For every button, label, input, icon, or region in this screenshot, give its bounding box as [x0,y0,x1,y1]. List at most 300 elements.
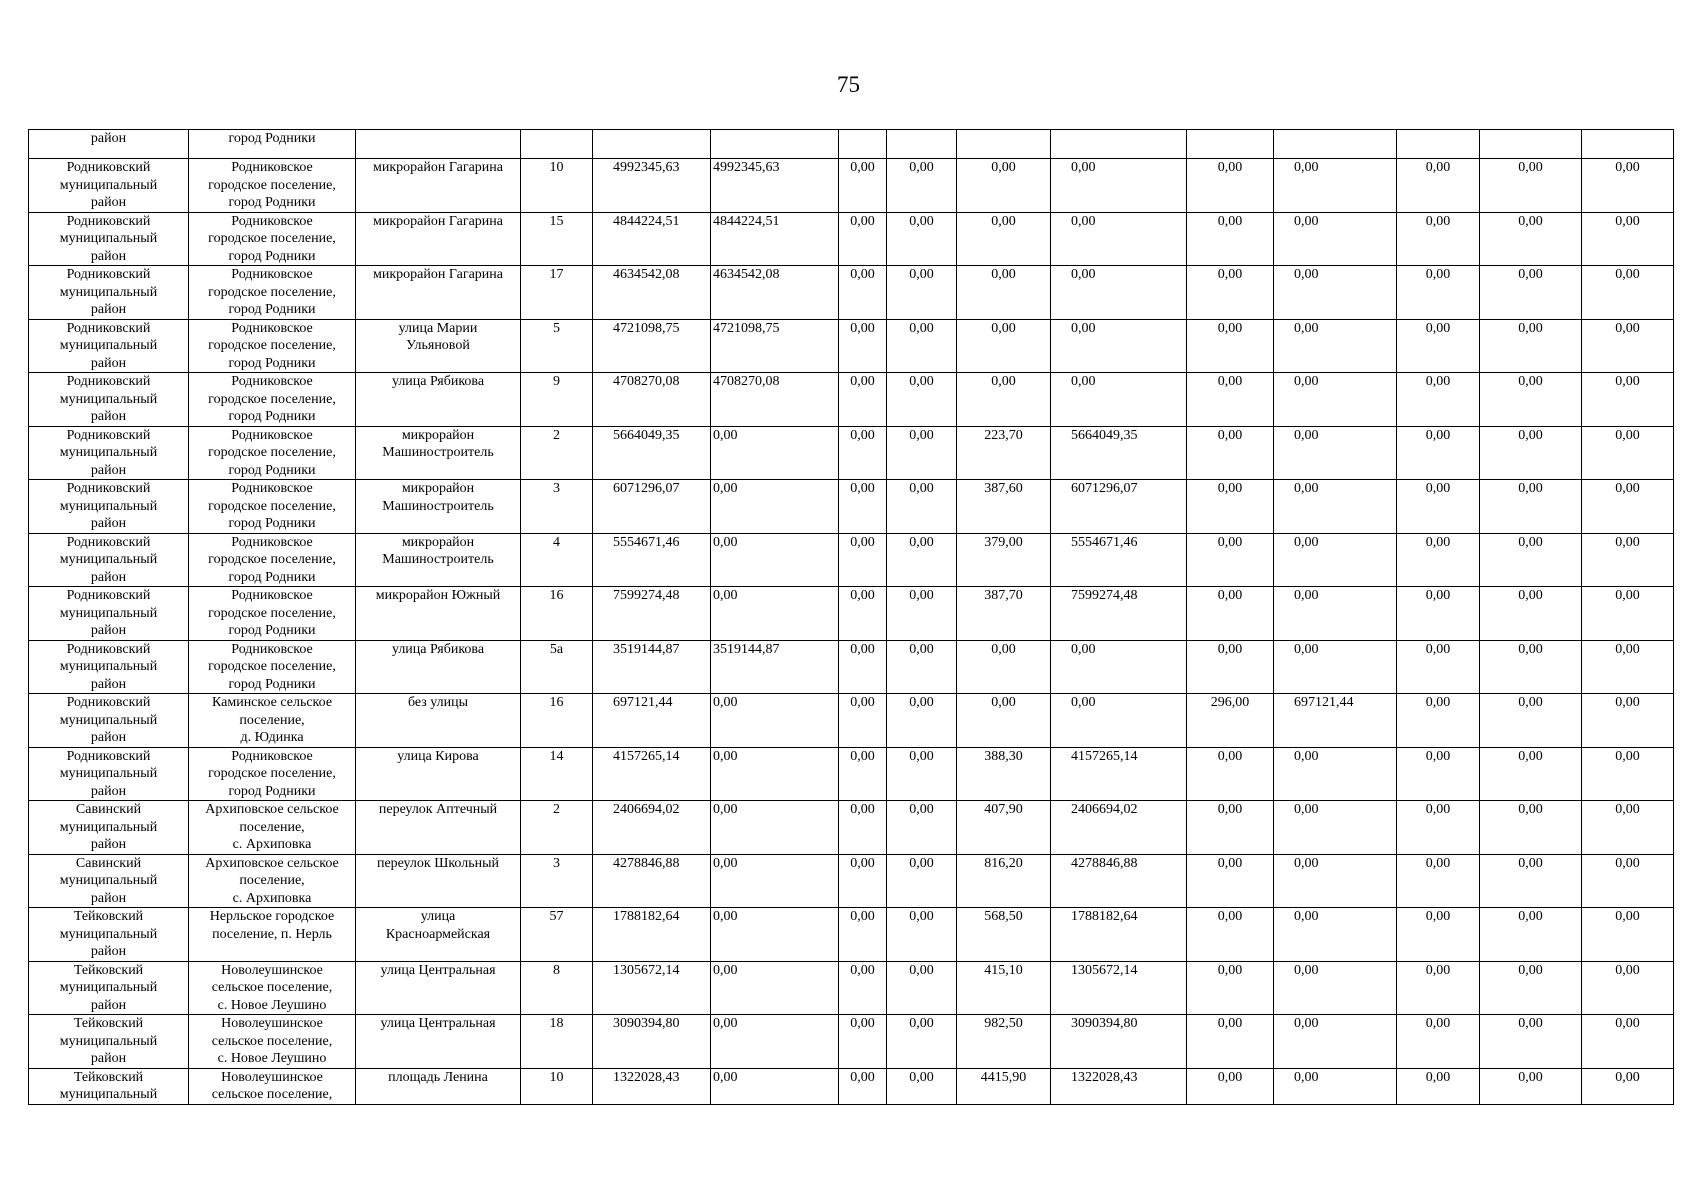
total-cost-cell: 4708270,08 [593,373,711,427]
value-col-14-cell: 0,00 [1480,961,1582,1015]
street-cell: без улицы [356,694,521,748]
value-col-7-cell: 0,00 [839,426,887,480]
house-number-cell: 57 [521,908,593,962]
table-row [29,533,1674,587]
street-cell: микрорайон Машиностроитель [356,426,521,480]
value-col-8-cell: 0,00 [887,373,957,427]
value-col-14-cell: 0,00 [1480,747,1582,801]
value-col-11-cell: 0,00 [1187,587,1274,641]
value-col-6-cell: 4708270,08 [711,373,839,427]
value-col-8-cell: 0,00 [887,587,957,641]
value-col-6-cell: 0,00 [711,480,839,534]
value-col-8-cell: 0,00 [887,640,957,694]
settlement-cell: Родниковское городское поселение, город Родники [189,587,356,641]
street-cell: переулок Аптечный [356,801,521,855]
table-row [29,480,1674,534]
district-cell: Родниковский муниципальный район [29,587,189,641]
district-cell: Родниковский муниципальный район [29,426,189,480]
total-cost-cell: 5554671,46 [593,533,711,587]
total-cost-cell: 4721098,75 [593,319,711,373]
district-cell: Родниковский муниципальный район [29,533,189,587]
value-col-6-cell: 0,00 [711,854,839,908]
value-col-8-cell: 0,00 [887,1015,957,1069]
house-number-cell: 15 [521,212,593,266]
street-cell: улица Кирова [356,747,521,801]
total-cost-cell: 3519144,87 [593,640,711,694]
value-col-8-cell: 0,00 [887,854,957,908]
table-row [29,961,1674,1015]
value-col-6-cell: 0,00 [711,801,839,855]
value-col-8-cell: 0,00 [887,1068,957,1104]
value-col-13-cell: 0,00 [1397,640,1480,694]
district-cell: Тейковский муниципальный район [29,908,189,962]
value-col-12-cell: 0,00 [1274,1068,1397,1104]
area-cell: 4415,90 [957,1068,1051,1104]
value-col-8-cell: 0,00 [887,961,957,1015]
total-cost-cell: 4844224,51 [593,212,711,266]
value-col-10-cell: 3090394,80 [1051,1015,1187,1069]
district-cell: Тейковский муниципальный район [29,1015,189,1069]
value-col-12-cell: 0,00 [1274,854,1397,908]
value-col-7-cell: 0,00 [839,533,887,587]
value-col-15-cell: 0,00 [1582,159,1674,213]
house-number-cell: 17 [521,266,593,320]
value-col-12-cell: 0,00 [1274,1015,1397,1069]
value-col-12-cell: 0,00 [1274,801,1397,855]
value-col-13-cell: 0,00 [1397,266,1480,320]
table-row [29,747,1674,801]
total-cost-cell: 4278846,88 [593,854,711,908]
value-col-7-cell: 0,00 [839,961,887,1015]
value-col-6-cell: 0,00 [711,908,839,962]
table-row [29,640,1674,694]
value-col-15-cell [1582,130,1674,159]
settlement-cell: Родниковское городское поселение, город Родники [189,640,356,694]
value-col-15-cell: 0,00 [1582,373,1674,427]
value-col-6-cell: 0,00 [711,961,839,1015]
value-col-15-cell: 0,00 [1582,533,1674,587]
value-col-11-cell: 0,00 [1187,908,1274,962]
table-row [29,801,1674,855]
value-col-15-cell: 0,00 [1582,961,1674,1015]
value-col-7-cell: 0,00 [839,1015,887,1069]
total-cost-cell: 3090394,80 [593,1015,711,1069]
area-cell: 816,20 [957,854,1051,908]
value-col-12-cell: 0,00 [1274,266,1397,320]
total-cost-cell [593,130,711,159]
district-cell: Савинский муниципальный район [29,854,189,908]
value-col-15-cell: 0,00 [1582,587,1674,641]
value-col-7-cell: 0,00 [839,640,887,694]
value-col-12-cell: 0,00 [1274,480,1397,534]
street-cell: улица Центральная [356,1015,521,1069]
street-cell [356,130,521,159]
value-col-14-cell: 0,00 [1480,533,1582,587]
value-col-10-cell: 0,00 [1051,373,1187,427]
value-col-13-cell: 0,00 [1397,533,1480,587]
value-col-15-cell: 0,00 [1582,266,1674,320]
value-col-6-cell: 0,00 [711,426,839,480]
table-row [29,319,1674,373]
value-col-11-cell: 0,00 [1187,480,1274,534]
street-cell: улица Рябикова [356,373,521,427]
settlement-cell: Архиповское сельское поселение, с. Архиповка [189,854,356,908]
house-number-cell: 14 [521,747,593,801]
value-col-11-cell: 296,00 [1187,694,1274,748]
value-col-10-cell: 6071296,07 [1051,480,1187,534]
district-cell: Родниковский муниципальный район [29,640,189,694]
table-row [29,426,1674,480]
area-cell: 0,00 [957,640,1051,694]
table-row [29,373,1674,427]
table-row [29,908,1674,962]
value-col-11-cell: 0,00 [1187,266,1274,320]
value-col-15-cell: 0,00 [1582,694,1674,748]
value-col-13-cell: 0,00 [1397,373,1480,427]
total-cost-cell: 5664049,35 [593,426,711,480]
settlement-cell: Нерльское городское поселение, п. Нерль [189,908,356,962]
value-col-14-cell: 0,00 [1480,159,1582,213]
value-col-10-cell: 7599274,48 [1051,587,1187,641]
value-col-15-cell: 0,00 [1582,640,1674,694]
value-col-11-cell: 0,00 [1187,159,1274,213]
value-col-14-cell: 0,00 [1480,319,1582,373]
value-col-7-cell: 0,00 [839,159,887,213]
total-cost-cell: 6071296,07 [593,480,711,534]
value-col-13-cell: 0,00 [1397,426,1480,480]
value-col-7-cell: 0,00 [839,908,887,962]
value-col-7-cell: 0,00 [839,373,887,427]
area-cell [957,130,1051,159]
value-col-14-cell: 0,00 [1480,373,1582,427]
value-col-15-cell: 0,00 [1582,319,1674,373]
settlement-cell: Родниковское городское поселение, город Родники [189,426,356,480]
value-col-8-cell: 0,00 [887,908,957,962]
district-cell: Тейковский муниципальный район [29,961,189,1015]
value-col-8-cell: 0,00 [887,426,957,480]
settlement-cell: Новолеушинское сельское поселение, [189,1068,356,1104]
value-col-11-cell: 0,00 [1187,373,1274,427]
value-col-7-cell: 0,00 [839,747,887,801]
value-col-15-cell: 0,00 [1582,212,1674,266]
value-col-7-cell: 0,00 [839,587,887,641]
value-col-12-cell [1274,130,1397,159]
value-col-11-cell: 0,00 [1187,747,1274,801]
settlement-cell: Новолеушинское сельское поселение, с. Новое Леушино [189,1015,356,1069]
value-col-15-cell: 0,00 [1582,854,1674,908]
area-cell: 0,00 [957,694,1051,748]
settlement-cell: Родниковское городское поселение, город Родники [189,266,356,320]
value-col-8-cell: 0,00 [887,747,957,801]
street-cell: улица Красноармейская [356,908,521,962]
value-col-6-cell [711,130,839,159]
street-cell: микрорайон Гагарина [356,266,521,320]
value-col-13-cell: 0,00 [1397,1015,1480,1069]
table-body [29,130,1674,1105]
street-cell: переулок Школьный [356,854,521,908]
table-row [29,159,1674,213]
value-col-13-cell: 0,00 [1397,159,1480,213]
settlement-cell: Родниковское городское поселение, город Родники [189,747,356,801]
value-col-10-cell: 1305672,14 [1051,961,1187,1015]
settlement-cell: Родниковское городское поселение, город Родники [189,533,356,587]
street-cell: микрорайон Машиностроитель [356,533,521,587]
house-number-cell: 5 [521,319,593,373]
value-col-14-cell: 0,00 [1480,480,1582,534]
value-col-12-cell: 0,00 [1274,159,1397,213]
value-col-13-cell [1397,130,1480,159]
value-col-8-cell: 0,00 [887,319,957,373]
table-row [29,694,1674,748]
area-cell: 387,70 [957,587,1051,641]
house-number-cell: 9 [521,373,593,427]
value-col-12-cell: 0,00 [1274,587,1397,641]
street-cell: микрорайон Южный [356,587,521,641]
value-col-10-cell: 0,00 [1051,212,1187,266]
district-cell: Савинский муниципальный район [29,801,189,855]
value-col-15-cell: 0,00 [1582,908,1674,962]
value-col-7-cell: 0,00 [839,854,887,908]
value-col-7-cell: 0,00 [839,480,887,534]
house-number-cell: 8 [521,961,593,1015]
value-col-11-cell: 0,00 [1187,1015,1274,1069]
value-col-10-cell: 1322028,43 [1051,1068,1187,1104]
value-col-11-cell: 0,00 [1187,1068,1274,1104]
district-cell: Родниковский муниципальный район [29,159,189,213]
value-col-8-cell: 0,00 [887,694,957,748]
value-col-14-cell: 0,00 [1480,1068,1582,1104]
total-cost-cell: 4634542,08 [593,266,711,320]
total-cost-cell: 1322028,43 [593,1068,711,1104]
value-col-12-cell: 0,00 [1274,747,1397,801]
value-col-10-cell: 4157265,14 [1051,747,1187,801]
house-number-cell: 10 [521,159,593,213]
table-row [29,1015,1674,1069]
value-col-14-cell: 0,00 [1480,801,1582,855]
value-col-6-cell: 4721098,75 [711,319,839,373]
table-row [29,587,1674,641]
value-col-11-cell [1187,130,1274,159]
value-col-6-cell: 4844224,51 [711,212,839,266]
value-col-6-cell: 4992345,63 [711,159,839,213]
house-number-cell: 2 [521,426,593,480]
district-cell: Родниковский муниципальный район [29,747,189,801]
value-col-7-cell [839,130,887,159]
value-col-15-cell: 0,00 [1582,747,1674,801]
table-row [29,1068,1674,1104]
table-row [29,130,1674,159]
house-number-cell: 3 [521,854,593,908]
district-cell: район [29,130,189,159]
value-col-6-cell: 4634542,08 [711,266,839,320]
total-cost-cell: 2406694,02 [593,801,711,855]
district-cell: Тейковский муниципальный [29,1068,189,1104]
value-col-12-cell: 0,00 [1274,319,1397,373]
house-number-cell: 2 [521,801,593,855]
value-col-8-cell: 0,00 [887,801,957,855]
value-col-15-cell: 0,00 [1582,801,1674,855]
area-cell: 568,50 [957,908,1051,962]
value-col-11-cell: 0,00 [1187,426,1274,480]
house-number-cell: 16 [521,694,593,748]
total-cost-cell: 4157265,14 [593,747,711,801]
total-cost-cell: 7599274,48 [593,587,711,641]
value-col-6-cell: 0,00 [711,694,839,748]
value-col-12-cell: 0,00 [1274,212,1397,266]
value-col-15-cell: 0,00 [1582,426,1674,480]
value-col-14-cell: 0,00 [1480,426,1582,480]
value-col-13-cell: 0,00 [1397,908,1480,962]
value-col-13-cell: 0,00 [1397,961,1480,1015]
district-cell: Родниковский муниципальный район [29,266,189,320]
value-col-14-cell [1480,130,1582,159]
settlement-cell: Родниковское городское поселение, город Родники [189,159,356,213]
value-col-13-cell: 0,00 [1397,587,1480,641]
value-col-6-cell: 3519144,87 [711,640,839,694]
settlement-cell: Каминское сельское поселение, д. Юдинка [189,694,356,748]
value-col-14-cell: 0,00 [1480,854,1582,908]
area-cell: 0,00 [957,373,1051,427]
house-number-cell: 16 [521,587,593,641]
settlement-cell: город Родники [189,130,356,159]
value-col-13-cell: 0,00 [1397,1068,1480,1104]
value-col-8-cell: 0,00 [887,159,957,213]
area-cell: 407,90 [957,801,1051,855]
value-col-15-cell: 0,00 [1582,480,1674,534]
total-cost-cell: 1788182,64 [593,908,711,962]
area-cell: 0,00 [957,319,1051,373]
area-cell: 223,70 [957,426,1051,480]
area-cell: 379,00 [957,533,1051,587]
value-col-8-cell [887,130,957,159]
value-col-11-cell: 0,00 [1187,961,1274,1015]
value-col-11-cell: 0,00 [1187,212,1274,266]
value-col-13-cell: 0,00 [1397,801,1480,855]
area-cell: 388,30 [957,747,1051,801]
value-col-10-cell: 5664049,35 [1051,426,1187,480]
value-col-8-cell: 0,00 [887,212,957,266]
value-col-12-cell: 0,00 [1274,533,1397,587]
value-col-11-cell: 0,00 [1187,640,1274,694]
value-col-14-cell: 0,00 [1480,694,1582,748]
value-col-10-cell: 0,00 [1051,266,1187,320]
value-col-10-cell: 0,00 [1051,319,1187,373]
value-col-10-cell: 0,00 [1051,640,1187,694]
district-cell: Родниковский муниципальный район [29,480,189,534]
value-col-6-cell: 0,00 [711,587,839,641]
value-col-7-cell: 0,00 [839,319,887,373]
district-cell: Родниковский муниципальный район [29,212,189,266]
area-cell: 387,60 [957,480,1051,534]
total-cost-cell: 1305672,14 [593,961,711,1015]
house-number-cell: 5а [521,640,593,694]
value-col-6-cell: 0,00 [711,1068,839,1104]
page-number: 75 [837,72,860,97]
settlement-cell: Родниковское городское поселение, город Родники [189,212,356,266]
value-col-14-cell: 0,00 [1480,266,1582,320]
value-col-8-cell: 0,00 [887,533,957,587]
house-number-cell [521,130,593,159]
value-col-6-cell: 0,00 [711,1015,839,1069]
value-col-13-cell: 0,00 [1397,319,1480,373]
settlement-cell: Родниковское городское поселение, город Родники [189,319,356,373]
value-col-7-cell: 0,00 [839,1068,887,1104]
street-cell: улица Рябикова [356,640,521,694]
district-cell: Родниковский муниципальный район [29,319,189,373]
settlement-cell: Новолеушинское сельское поселение, с. Новое Леушино [189,961,356,1015]
value-col-14-cell: 0,00 [1480,908,1582,962]
value-col-12-cell: 0,00 [1274,640,1397,694]
settlement-cell: Архиповское сельское поселение, с. Архиповка [189,801,356,855]
value-col-6-cell: 0,00 [711,533,839,587]
value-col-8-cell: 0,00 [887,480,957,534]
table-row [29,854,1674,908]
settlement-cell: Родниковское городское поселение, город Родники [189,480,356,534]
value-col-7-cell: 0,00 [839,694,887,748]
value-col-13-cell: 0,00 [1397,212,1480,266]
value-col-12-cell: 0,00 [1274,373,1397,427]
total-cost-cell: 4992345,63 [593,159,711,213]
street-cell: площадь Ленина [356,1068,521,1104]
value-col-7-cell: 0,00 [839,266,887,320]
area-cell: 0,00 [957,212,1051,266]
street-cell: улица Центральная [356,961,521,1015]
area-cell: 0,00 [957,159,1051,213]
house-number-cell: 4 [521,533,593,587]
total-cost-cell: 697121,44 [593,694,711,748]
value-col-10-cell: 4278846,88 [1051,854,1187,908]
value-col-10-cell [1051,130,1187,159]
value-col-12-cell: 0,00 [1274,961,1397,1015]
area-cell: 0,00 [957,266,1051,320]
value-col-11-cell: 0,00 [1187,854,1274,908]
value-col-14-cell: 0,00 [1480,1015,1582,1069]
value-col-15-cell: 0,00 [1582,1068,1674,1104]
value-col-12-cell: 0,00 [1274,426,1397,480]
value-col-10-cell: 2406694,02 [1051,801,1187,855]
value-col-10-cell: 0,00 [1051,694,1187,748]
table-row [29,212,1674,266]
value-col-13-cell: 0,00 [1397,480,1480,534]
street-cell: микрорайон Гагарина [356,159,521,213]
value-col-7-cell: 0,00 [839,801,887,855]
data-table [28,129,1674,1105]
house-number-cell: 18 [521,1015,593,1069]
value-col-8-cell: 0,00 [887,266,957,320]
value-col-12-cell: 697121,44 [1274,694,1397,748]
value-col-10-cell: 1788182,64 [1051,908,1187,962]
value-col-6-cell: 0,00 [711,747,839,801]
value-col-11-cell: 0,00 [1187,319,1274,373]
value-col-14-cell: 0,00 [1480,212,1582,266]
street-cell: улица Марии Ульяновой [356,319,521,373]
district-cell: Родниковский муниципальный район [29,373,189,427]
value-col-13-cell: 0,00 [1397,854,1480,908]
street-cell: микрорайон Гагарина [356,212,521,266]
value-col-10-cell: 0,00 [1051,159,1187,213]
house-number-cell: 3 [521,480,593,534]
settlement-cell: Родниковское городское поселение, город Родники [189,373,356,427]
value-col-13-cell: 0,00 [1397,694,1480,748]
area-cell: 415,10 [957,961,1051,1015]
value-col-11-cell: 0,00 [1187,533,1274,587]
table-row [29,266,1674,320]
value-col-15-cell: 0,00 [1582,1015,1674,1069]
value-col-13-cell: 0,00 [1397,747,1480,801]
value-col-7-cell: 0,00 [839,212,887,266]
value-col-11-cell: 0,00 [1187,801,1274,855]
house-number-cell: 10 [521,1068,593,1104]
